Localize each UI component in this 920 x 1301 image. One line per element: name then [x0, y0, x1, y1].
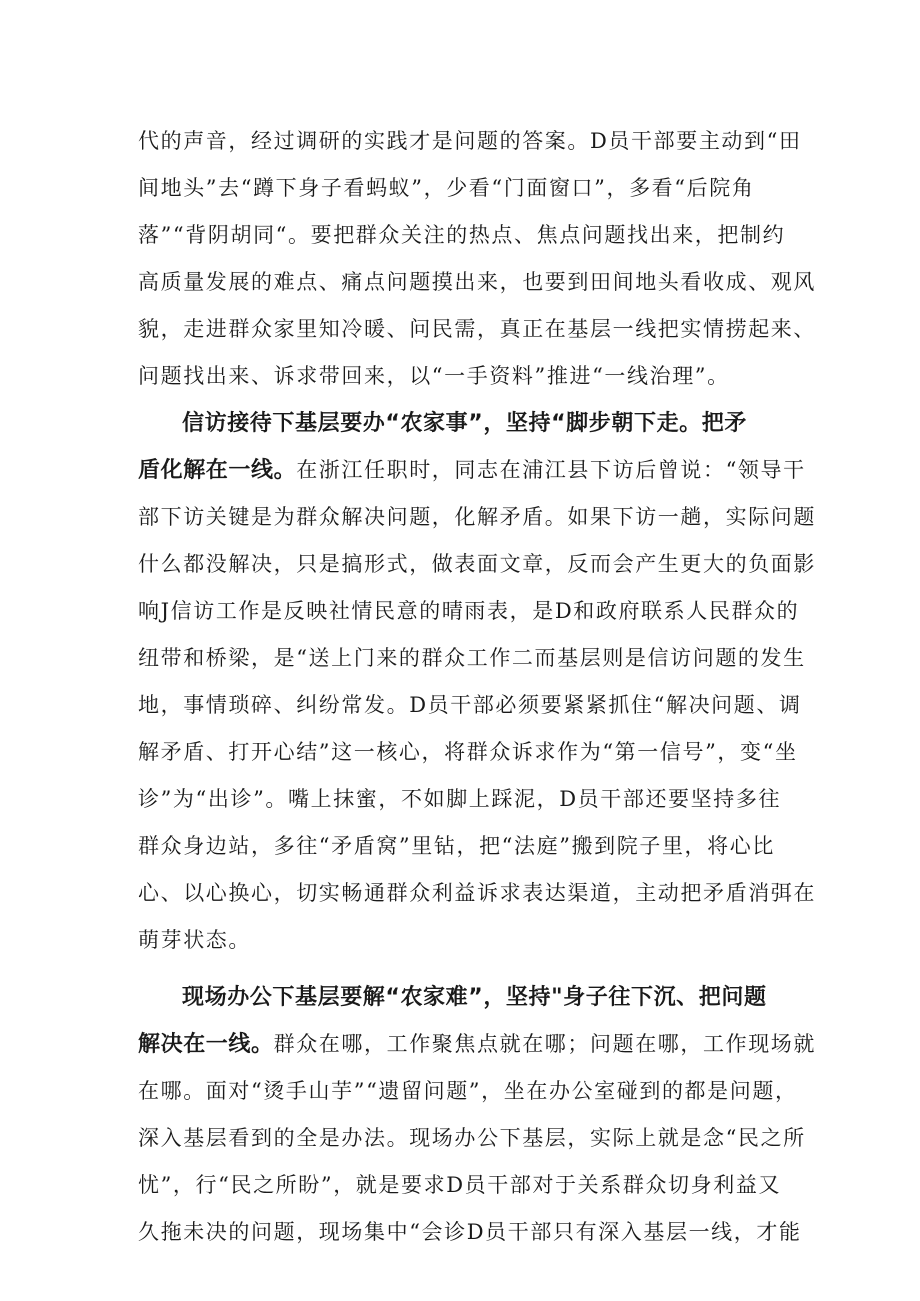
- text-line: 部下访关键是为群众解决问题，化解矛盾。如果下访一趟，实际问题: [138, 505, 816, 529]
- text-line: [138, 447, 806, 494]
- section-heading: 现场办公下基层要解“农家难”，坚持"身子往下沉、把问题: [182, 985, 767, 1010]
- paragraph-gap: [138, 964, 798, 974]
- text-line: 诊”为“出诊”。嘴上抹蜜，不如脚上踩泥，D员干部还要坚持多往: [138, 787, 782, 811]
- text-line: 纽带和桥梁，是“送上门来的群众工作二而基层则是信访问题的发生: [138, 646, 806, 670]
- text-line: 群众身边站，多往“矛盾窝”里钻，把“法庭”搬到院子里，将心比: [138, 834, 775, 858]
- text-line: 地，事情琐碎、纠纷常发。D员干部必须要紧紧抓住“解决问题、调: [138, 693, 802, 717]
- section-heading-end: 解决在一线。: [138, 1032, 274, 1057]
- text-line: 响J信访工作是反映社情民意的晴雨表，是D和政府联系人民群众的: [138, 599, 800, 623]
- text-line: 高质量发展的难点、痛点问题摸出来，也要到田间地头看收成、观风: [138, 270, 816, 294]
- document-page: [138, 118, 817, 1256]
- text-line: 久拖未决的问题，现场集中“会诊D员干部只有深入基层一线，才能: [138, 1220, 802, 1244]
- text-line: 萌芽状态。: [138, 928, 251, 952]
- text-line: 深入基层看到的全是办法。现场办公下基层，实际上就是念“民之所: [138, 1126, 806, 1150]
- text-line: 解矛盾、打开心结”这一核心，将群众诉求作为“第一信号”，变“坐: [138, 740, 798, 764]
- text-line: 心、以心换心，切实畅通群众利益诉求表达渠道，主动把矛盾消弭在: [138, 881, 816, 905]
- text-line: [138, 1021, 817, 1068]
- text-line: 什么都没解决，只是搞形式，做表面文章，反而会产生更大的负面影: [138, 552, 816, 576]
- paragraph-1: [138, 118, 816, 400]
- text-line-rest: 群众在哪，工作聚焦点就在哪；问题在哪，工作现场就: [273, 1032, 817, 1056]
- section-heading: 信访接待下基层要办“农家事”，坚持“脚步朝下走。把矛: [182, 411, 747, 436]
- text-line: 貌，走进群众家里知冷暖、问民需，真正在基层一线把实情捞起来、: [138, 317, 816, 341]
- paragraph-3: [138, 974, 817, 1256]
- text-line: 在哪。面对“烫手山芋”“遗留问题”，坐在办公室碰到的都是问题，: [138, 1079, 798, 1103]
- text-line: 落”“背阴胡同“。要把群众关注的热点、焦点问题找出来，把制约: [138, 223, 786, 247]
- text-line: 问题找出来、诉求带回来，以“一手资料”推进“一线治理”。: [138, 364, 730, 388]
- paragraph-2: [138, 400, 816, 964]
- text-line: 间地头”去“蹲下身子看蚂蚁”，少看“门面窗口”，多看“后院角: [138, 176, 755, 200]
- section-heading-end: 盾化解在一线。: [138, 458, 297, 483]
- text-line-rest: 在浙江任职时，同志在浦江县下访后曾说：“领导干: [296, 458, 806, 482]
- text-line: 忧”，行“民之所盼”，就是要求D员干部对于关系群众切身利益又: [138, 1173, 782, 1197]
- text-line: 代的声音，经过调研的实践才是问题的答案。D员干部要主动到“田: [138, 129, 802, 153]
